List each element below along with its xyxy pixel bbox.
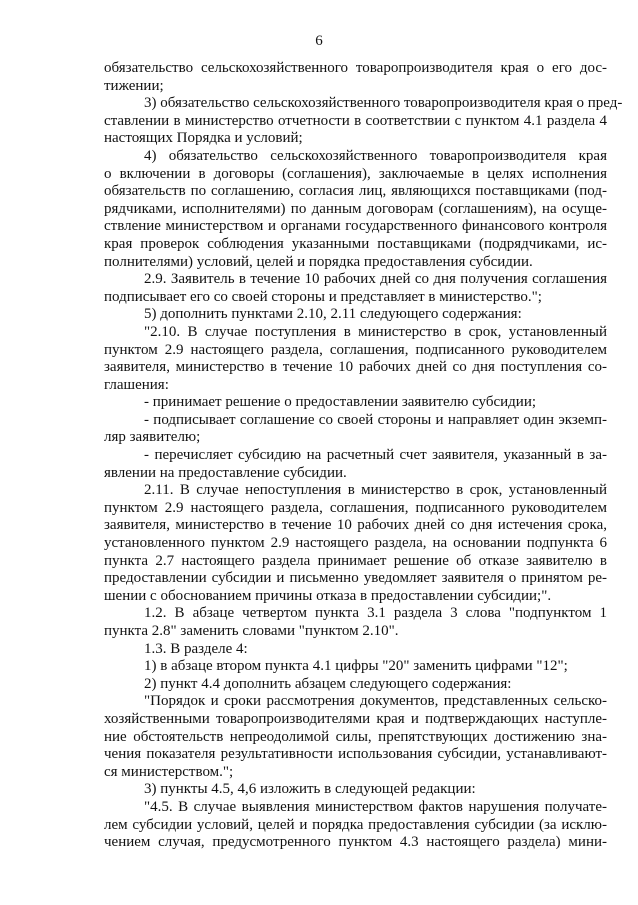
text-line: хозяйственными товаропроизводителями края и подтверждающих наступле- bbox=[104, 710, 607, 727]
text-line: "2.10. В случае поступления в министерство в срок, установленный bbox=[144, 323, 607, 340]
text-line: полнителями) условий, целей и порядка предоставления субсидии. bbox=[104, 253, 533, 270]
text-line: подписывает его со своей стороны и представляет в министерство."; bbox=[104, 288, 542, 305]
text-line: 1) в абзаце втором пункта 4.1 цифры "20" заменить цифрами "12"; bbox=[144, 658, 568, 675]
text-line: пункта 2.8" заменить словами "пунктом 2.10". bbox=[104, 623, 399, 639]
text-line: обязательство сельскохозяйственного товаропроизводителя края о его дос- bbox=[104, 60, 607, 76]
text-line: о включении в договоры (соглашения), заключаемые в целях исполнения bbox=[104, 165, 607, 182]
text-line: лем субсидии условий, целей и порядка предоставления субсидии (за исклю- bbox=[104, 816, 607, 833]
text-line: рядчиками, исполнителями) по данным договорам (соглашениям), на осуще- bbox=[104, 200, 607, 217]
text-line: края проверок соблюдения указанными поставщиками (подрядчиками, ис- bbox=[104, 235, 607, 252]
text-line: заявителя, министерство в течение 10 рабочих дней со дня поступления со- bbox=[104, 359, 607, 376]
text-line: пункта 2.7 настоящего раздела принимает решение об отказе заявителю в bbox=[104, 552, 607, 569]
text-line: - подписывает соглашение со своей стороны и направляет один экземп- bbox=[144, 411, 607, 428]
text-line: настоящих Порядка и условий; bbox=[104, 130, 303, 147]
text-line: ставлении в министерство отчетности в соответствии с пунктом 4.1 раздела 4 bbox=[104, 112, 607, 129]
text-line: заявителя, министерство в течение 10 рабочих дней со дня истечения срока, bbox=[104, 517, 607, 534]
text-line: - принимает решение о предоставлении заявителю субсидии; bbox=[144, 394, 537, 411]
text-line: явлении на предоставление субсидии. bbox=[104, 464, 347, 481]
text-line: 1.2. В абзаце четвертом пункта 3.1 раздела 3 слова "подпунктом 1 bbox=[144, 605, 607, 622]
text-line: ся министерством."; bbox=[104, 763, 234, 780]
text-line: ние обстоятельств непреодолимой силы, препятствующих достижению зна- bbox=[104, 728, 607, 745]
text-line: 3) обязательство сельскохозяйственного товаропроизводителя края о пред- bbox=[144, 95, 623, 112]
text-line: 2.9. Заявитель в течение 10 рабочих дней со дня получения соглашения bbox=[144, 271, 607, 288]
text-line: 4) обязательство сельскохозяйственного товаропроизводителя края bbox=[144, 147, 607, 164]
text-line: - перечисляет субсидию на расчетный счет заявителя, указанный в за- bbox=[144, 447, 607, 464]
text-line: пунктом 2.9 настоящего раздела, соглашения, подписанного руководителем bbox=[104, 499, 607, 516]
text-line: пунктом 2.9 настоящего раздела, соглашения, подписанного руководителем bbox=[104, 341, 607, 358]
text-line: обязательств по соглашению, согласия лиц, являющихся поставщиками (под- bbox=[104, 183, 607, 200]
text-line: глашения: bbox=[104, 376, 169, 393]
text-line: 1.3. В разделе 4: bbox=[144, 640, 248, 657]
text-line: установленного пунктом 2.9 настоящего раздела, на основании подпункта 6 bbox=[104, 535, 607, 552]
text-line: шении с обоснованием причины отказа в предоставлении субсидии;". bbox=[104, 587, 552, 604]
text-line: "4.5. В случае выявления министерством фактов нарушения получате- bbox=[144, 798, 607, 815]
text-line: чения показателя результативности использования субсидии, устанавливают- bbox=[104, 746, 607, 763]
text-line: 5) дополнить пунктами 2.10, 2.11 следующего содержания: bbox=[144, 306, 522, 323]
text-line: чением случая, предусмотренного пунктом 4.3 настоящего раздела) мини- bbox=[104, 834, 607, 851]
text-line: "Порядок и сроки рассмотрения документов, представленных сельско- bbox=[144, 693, 607, 710]
text-line: ствление министерством и органами государственного финансового контроля bbox=[104, 218, 607, 235]
text-line: 2.11. В случае непоступления в министерство в срок, установленный bbox=[144, 482, 607, 499]
text-line: 2) пункт 4.4 дополнить абзацем следующего содержания: bbox=[144, 675, 512, 692]
text-line: 3) пункты 4.5, 4,6 изложить в следующей редакции: bbox=[144, 781, 476, 798]
document-body bbox=[104, 60, 623, 852]
text-line: ляр заявителю; bbox=[104, 429, 201, 446]
page-number: 6 bbox=[315, 33, 323, 49]
text-line: тижении; bbox=[104, 77, 164, 94]
text-line: предоставлении субсидии и письменно уведомляет заявителя о принятом ре- bbox=[104, 570, 607, 587]
